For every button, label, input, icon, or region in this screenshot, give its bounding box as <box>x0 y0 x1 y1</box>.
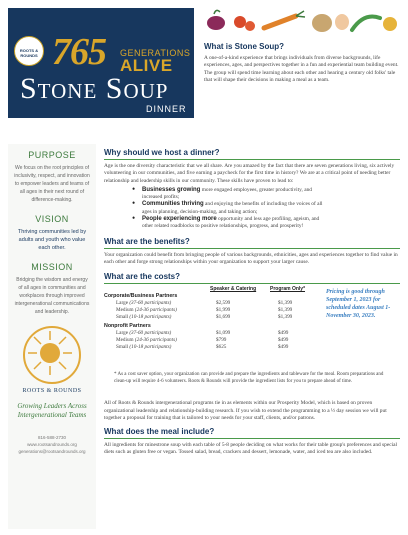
pricing-note: Pricing is good through September 1, 2023 for scheduled dates August 1-November 30, 2023. <box>326 289 391 320</box>
logo-name: ROOTS & ROUNDS <box>22 388 82 394</box>
programs-closing: All of Roots & Rounds intergenerational programs tie in as elements within our Prosperity Model, which is based on proven organizational leadership and relationship-building research. If you wish to extend the programming to a ½ day session we will put together a proposal for training that is tailored to your needs for your staff, clients, and/or patrons. <box>104 400 387 421</box>
vision-text: Thriving communities led by adults and youth who value each other. <box>17 229 87 251</box>
intro-heading: What is Stone Soup? <box>204 42 284 51</box>
vegetable-illustration <box>204 8 400 38</box>
header-generations: GENERATIONS <box>120 48 191 58</box>
corporate-title: Corporate/Business Partners <box>104 293 178 300</box>
header-banner <box>8 8 194 118</box>
mission-title: MISSION <box>31 262 73 272</box>
col-speaker-catering: Speaker & Catering <box>210 286 257 293</box>
roots-rounds-logo: ROOTS & ROUNDS <box>14 36 44 66</box>
vision-title: VISION <box>35 214 69 224</box>
table-row: Small (10-18 participants) $1,699 $1,399 <box>116 314 293 321</box>
phone: 816-588-2730 <box>37 435 67 440</box>
pricing-table <box>104 286 314 351</box>
col-program-only: Program Only* <box>270 286 306 293</box>
table-row: Small (10-18 participants) $625 $499 <box>116 344 289 351</box>
host-bullet: • Communities thriving and enjoying the benefits of including the voices of all ages in planning, decision-making, and taking action; <box>130 201 330 216</box>
website-link[interactable]: www.rootsandrounds.org <box>27 442 77 447</box>
host-bullet: • People experiencing more opportunity and less age profiling, ageism, and other related roadblocks to positive relationships, progress, and prosperity! <box>130 216 330 231</box>
table-row: Medium (24-36 participants) $799 $499 <box>116 337 289 344</box>
meal-body: All ingredients for minestrone soup with each table of 5-8 people deciding on what works for their table group's preferences and special diets such as gluten free or vegan. Tossed salad, bread, crackers and dessert, lemonade, water, and iced tea are also included. <box>104 442 398 456</box>
page-title: Stone Soup <box>20 72 169 105</box>
email-link[interactable]: generations@rootsandrounds.org <box>18 449 86 454</box>
nonprofit-title: Nonprofit Partners <box>104 323 151 330</box>
host-heading: Why should we host a dinner? <box>104 148 220 157</box>
main-content <box>104 148 400 457</box>
sidebar <box>8 144 96 529</box>
host-bullet: • Businesses growing more engaged employees, greater productivity, and increased profits; <box>130 187 330 202</box>
table-row: Large (37-60 participants) $1,099 $499 <box>116 330 289 337</box>
sun-icon <box>23 326 77 380</box>
table-row: Medium (24-36 participants) $1,999 $1,399 <box>116 307 293 314</box>
costs-heading: What are the costs? <box>104 272 181 282</box>
purpose-text: We focus on the root principles of inclusivity, respect, and innovation to empower leaders and teams of all ages in their next round of difference-making. <box>14 165 90 203</box>
purpose-title: PURPOSE <box>28 150 76 160</box>
divider <box>104 159 400 160</box>
benefits-body: Your organization could benefit from bringing people of various backgrounds, ethnicities, ages and experiences together to find value in each other and forge strong relationships within your organization to support your larger cause. <box>104 251 398 265</box>
intro-body: A one-of-a-kind experience that brings individuals from diverse backgrounds, life experiences, ages, and perspectives together in a fun and experiential team building event. The group will spend time learning about each other and hearing a century old folks' tale that will shape their decisions in making a meal as a team. <box>204 55 399 83</box>
page-subtitle: DINNER <box>146 104 187 114</box>
divider <box>104 248 400 249</box>
tagline: Growing Leaders Across Intergenerational Teams <box>17 402 87 419</box>
roots-rounds-sun-logo <box>23 326 81 384</box>
vegetables-icon <box>204 8 400 38</box>
cost-footnote: * As a cost saver option, your organization can provide and prepare the ingredients and tableware for the meal. Room preparations and clean-up will require 4-6 volunteers. Roots & Rounds will provide the ingredient lists for you to prepare ahead of time. <box>114 372 384 384</box>
divider <box>104 438 400 439</box>
host-body: Age is the one diversity characteristic that we all share. Are you amazed by the fact that there are seven generations living, six actively volunteering in our communities, and five earning a paycheck for the first time in history? We are at a critical point of needing better relationship and leadership skills in our community. These skills have proven to lead to: <box>104 163 395 184</box>
benefits-heading: What are the benefits? <box>104 236 190 246</box>
meal-heading: What does the meal include? <box>104 427 215 437</box>
header-number: 765 <box>52 31 106 73</box>
mission-text: Bridging the wisdom and energy of all ages in communities and workplaces through improved intergenerational communications and leadership. <box>14 277 90 315</box>
table-row: Large (37-60 participants) $2,599 $1,399 <box>116 300 293 307</box>
header-alive: ALIVE <box>120 56 173 75</box>
